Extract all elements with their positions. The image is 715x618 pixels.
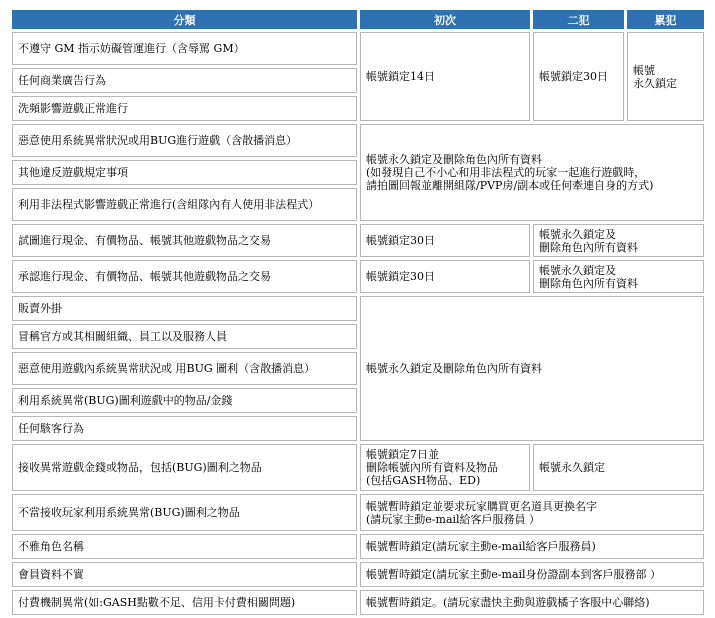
first-offense-cell: 帳號鎖定14日 xyxy=(360,32,530,121)
table-row xyxy=(12,32,704,65)
penalty-cell: 帳號永久鎖定及刪除角色內所有資料 xyxy=(360,296,704,441)
header-first-offense: 初次 xyxy=(360,10,530,29)
penalty-line: 帳號永久鎖定及 xyxy=(539,227,616,241)
penalty-line: (如發現自己不小心和用非法程式的玩家一起進行遊戲時， xyxy=(366,166,646,179)
table-row xyxy=(12,296,704,321)
second-offense-cell: 帳號永久鎖定 xyxy=(533,444,704,491)
category-cell: 試圖進行現金、有價物品、帳號其他遊戲物品之交易 xyxy=(12,224,357,257)
category-cell: 任何商業廣告行為 xyxy=(12,68,357,93)
penalty-line: 刪除角色內所有資料 xyxy=(539,240,638,254)
table-row xyxy=(12,590,704,615)
first-offense-cell: 帳號鎖定30日 xyxy=(360,224,530,257)
header-repeat-offense: 累犯 xyxy=(627,10,704,29)
table-row xyxy=(12,494,704,531)
penalty-line: 刪除角色內所有資料 xyxy=(539,276,638,290)
table-row xyxy=(12,260,704,293)
penalty-table-container xyxy=(9,7,701,618)
header-row xyxy=(12,10,704,29)
category-cell: 不遵守 GM 指示妨礙管運進行（含辱罵 GM） xyxy=(12,32,357,65)
first-offense-cell xyxy=(360,444,530,491)
second-offense-cell xyxy=(533,260,704,293)
category-cell: 不當接收玩家利用系統異常(BUG)圖利之物品 xyxy=(12,494,357,531)
second-offense-cell xyxy=(533,224,704,257)
table-row xyxy=(12,534,704,559)
category-cell: 販賣外掛 xyxy=(12,296,357,321)
penalty-cell: 帳號暫時鎖定(請玩家主動e-mail身份證副本到客戶服務部 ） xyxy=(360,562,704,587)
penalty-cell: 帳號暫時鎖定(請玩家主動e-mail給客戶服務員) xyxy=(360,534,704,559)
repeat-offense-cell xyxy=(627,32,704,121)
penalty-line: 帳號永久鎖定及刪除角色內所有資料 xyxy=(366,153,542,166)
category-cell: 付費機制異常(如:GASH點數不足、信用卡付費相關問題) xyxy=(12,590,357,615)
category-cell: 利用系統異常(BUG)圖利遊戲中的物品/金錢 xyxy=(12,388,357,413)
category-cell: 會員資料不實 xyxy=(12,562,357,587)
category-cell: 接收異常遊戲金錢或物品，包括(BUG)圖利之物品 xyxy=(12,444,357,491)
category-cell: 利用非法程式影響遊戲正常進行(含組隊內有人使用非法程式） xyxy=(12,188,357,221)
penalty-line: 帳號 xyxy=(633,63,655,77)
category-cell: 不雅角色名稱 xyxy=(12,534,357,559)
penalty-cell xyxy=(360,494,704,531)
penalty-line: (請玩家主動e-mail給客戶服務員 ） xyxy=(366,512,541,526)
header-category: 分類 xyxy=(12,10,357,29)
table-row xyxy=(12,444,704,491)
table-row xyxy=(12,562,704,587)
penalty-cell: 帳號暫時鎖定。(請玩家盡快主動與遊戲橘子客服中心聯絡) xyxy=(360,590,704,615)
table-row xyxy=(12,224,704,257)
category-cell: 冒稱官方或其相關組織、員工以及服務人員 xyxy=(12,324,357,349)
category-cell: 承認進行現金、有價物品、帳號其他遊戲物品之交易 xyxy=(12,260,357,293)
second-offense-cell: 帳號鎖定30日 xyxy=(533,32,624,121)
category-cell: 惡意使用系統異常狀況或用BUG進行遊戲（含散播消息） xyxy=(12,124,357,157)
penalty-line: 帳號鎖定7日並 xyxy=(366,448,439,461)
category-cell: 任何駭客行為 xyxy=(12,416,357,441)
penalty-table xyxy=(9,7,707,618)
category-cell: 惡意使用遊戲內系統異常狀況或 用BUG 圖利（含散播消息） xyxy=(12,352,357,385)
header-second-offense: 二犯 xyxy=(533,10,624,29)
table-row xyxy=(12,124,704,157)
penalty-line: (包括GASH物品、ED) xyxy=(366,474,481,487)
penalty-line: 帳號暫時鎖定並要求玩家購買更名道具更換名字 xyxy=(366,499,597,513)
category-cell: 其他違反遊戲規定事項 xyxy=(12,160,357,185)
penalty-line: 請拍圖回報並離開組隊/PVP房/副本或任何牽連自身的方式) xyxy=(366,179,654,192)
first-offense-cell: 帳號鎖定30日 xyxy=(360,260,530,293)
penalty-line: 帳號永久鎖定及 xyxy=(539,263,616,277)
category-cell: 洗頻影響遊戲正常進行 xyxy=(12,96,357,121)
penalty-line: 刪除帳號內所有資料及物品 xyxy=(366,461,498,474)
penalty-line: 永久鎖定 xyxy=(633,76,677,90)
penalty-cell xyxy=(360,124,704,221)
